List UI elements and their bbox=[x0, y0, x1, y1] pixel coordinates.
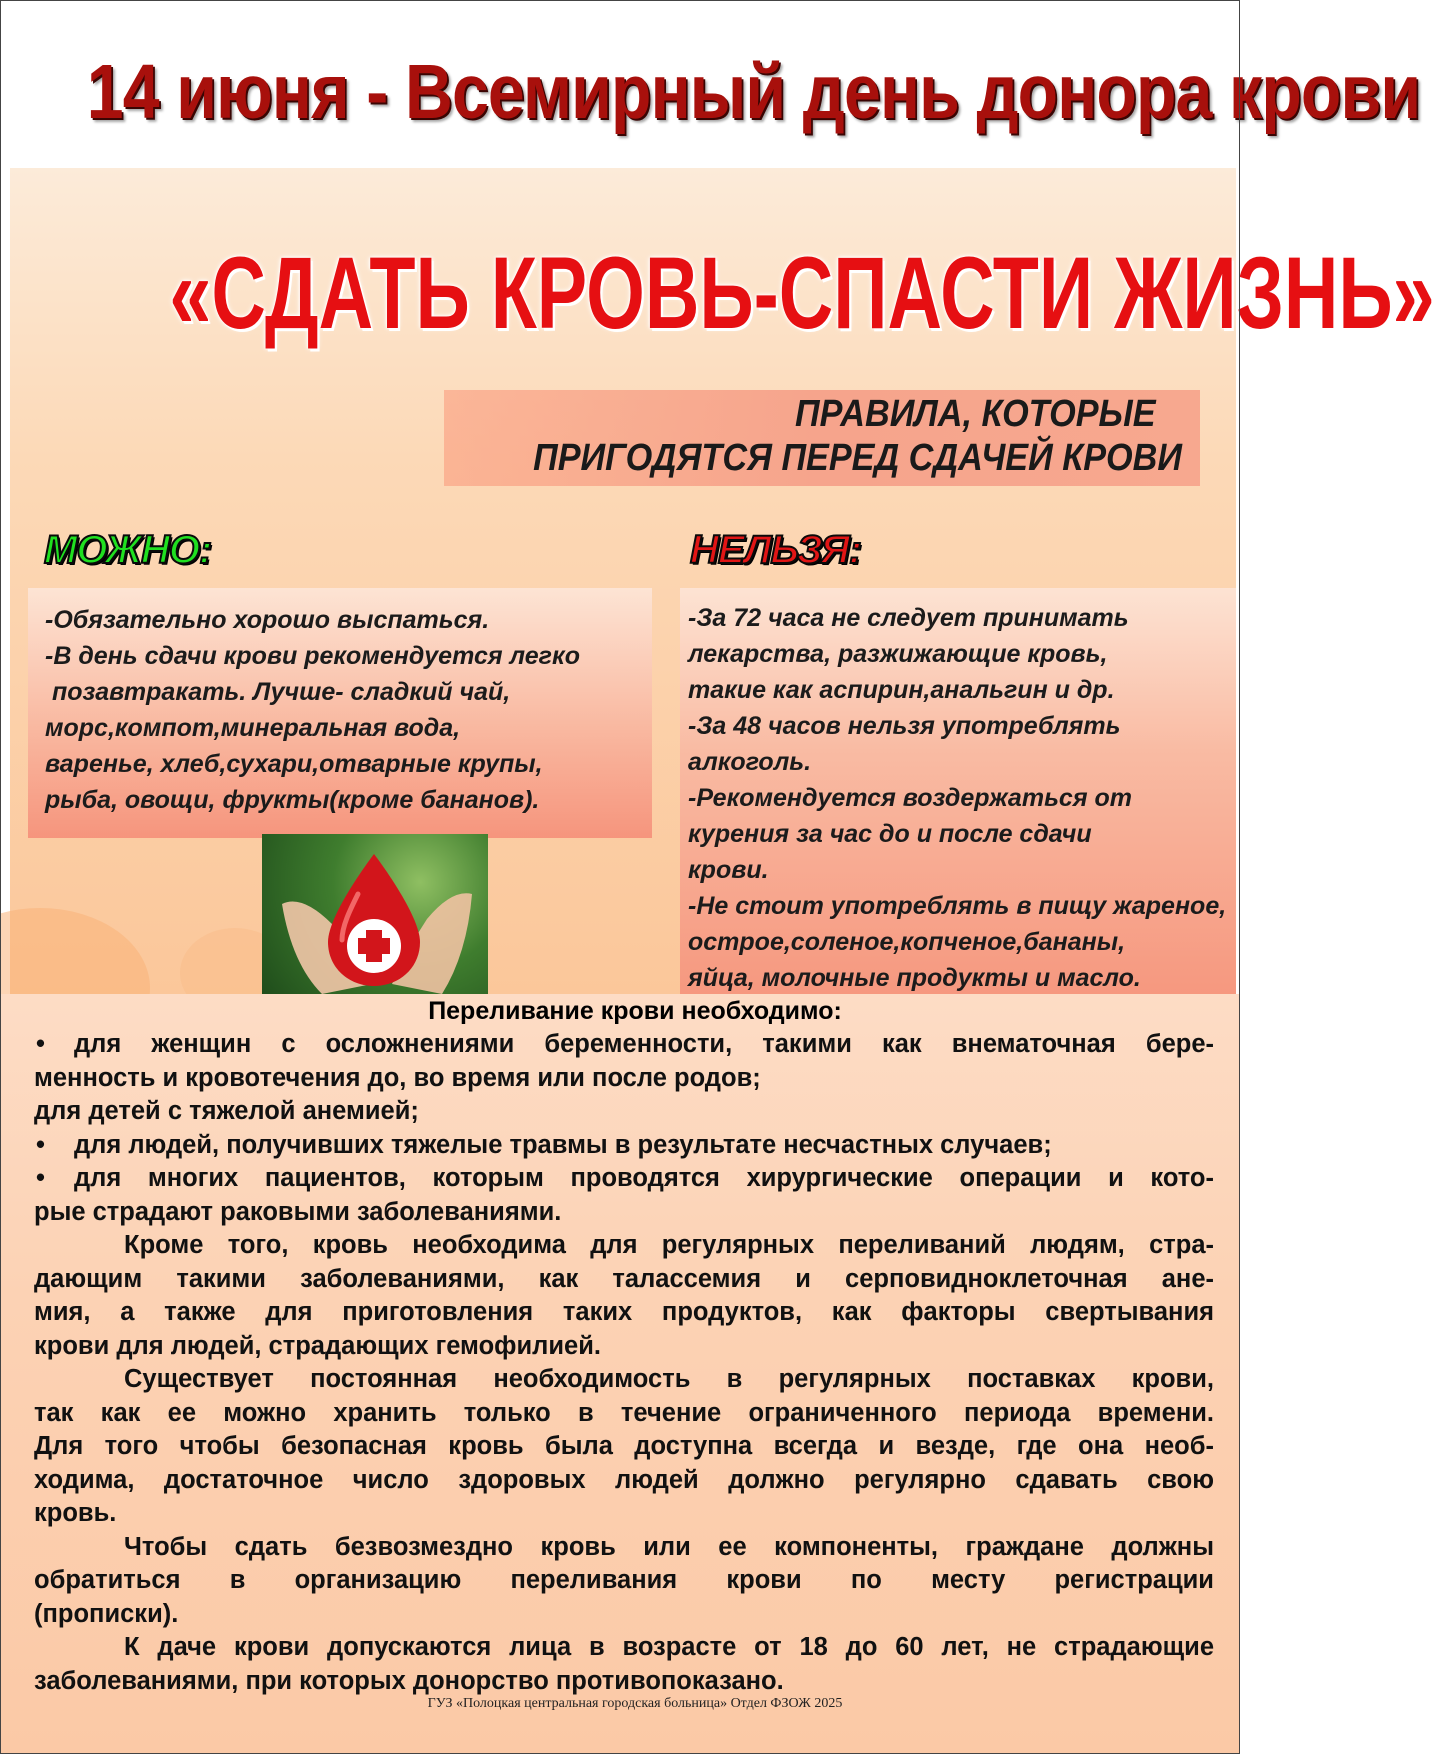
can-item: позавтракать. Лучше- сладкий чай, bbox=[45, 678, 511, 706]
cannot-item: курения за час до и после сдачи bbox=[688, 820, 1092, 848]
paragraph-line: мия, а также для приготовления таких продуктов, как факторы свертывания bbox=[34, 1298, 1214, 1326]
list-item: • для женщин с осложнениями беременности, такими как внематочная бере- bbox=[34, 1028, 1214, 1062]
can-item: варенье, хлеб,сухари,отварные крупы, bbox=[45, 750, 543, 778]
cannot-item: такие как аспирин,анальгин и др. bbox=[688, 676, 1115, 704]
rules-title-line: ПРАВИЛА, КОТОРЫЕ bbox=[795, 393, 1156, 435]
can-item: -В день сдачи крови рекомендуется легко bbox=[45, 642, 580, 670]
footer-credit: ГУЗ «Полоцкая центральная городская больница» Отдел ФЗОЖ 2025 bbox=[427, 1696, 843, 1711]
paragraph-line: Существует постоянная необходимость в регулярных поставках крови, bbox=[124, 1365, 1214, 1393]
paragraph-line: Чтобы сдать безвозмездно кровь или ее компоненты, граждане должны bbox=[124, 1532, 1214, 1561]
cannot-item: яйца, молочные продукты и масло. bbox=[688, 964, 1141, 992]
can-item: рыба, овощи, фрукты(кроме бананов). bbox=[45, 786, 540, 814]
slogan: «СДАТЬ КРОВЬ-СПАСТИ ЖИЗНЬ» bbox=[169, 236, 1435, 350]
paragraph-line: (прописки). bbox=[34, 1599, 179, 1628]
poster-panel bbox=[10, 168, 1435, 994]
page-title: 14 июня - Всемирный день донора крови bbox=[86, 49, 1421, 135]
paragraph-line: так как ее можно хранить только в течение ограниченного периода времени. bbox=[34, 1398, 1214, 1427]
bullet-icon: • bbox=[36, 1030, 45, 1058]
can-heading: МОЖНО: bbox=[44, 528, 212, 572]
paragraph-line: К даче крови допускаются лица в возрасте от 18 до 60 лет, не страдающие bbox=[124, 1633, 1214, 1661]
list-item: для детей с тяжелой анемией; bbox=[34, 1097, 419, 1125]
blood-drop-hands-image bbox=[262, 834, 488, 994]
paragraph-line: заболеваниями, при которых донорство противопоказано. bbox=[34, 1666, 784, 1695]
paragraph-line: крови для людей, страдающих гемофилией. bbox=[34, 1331, 601, 1360]
paragraph-line: обратиться в организацию переливания крови по месту регистрации bbox=[34, 1566, 1214, 1594]
bullet-icon: • bbox=[36, 1130, 45, 1159]
blood-drop-cross-icon bbox=[262, 834, 488, 994]
cannot-item: -За 72 часа не следует принимать bbox=[688, 604, 1129, 632]
cannot-item: алкоголь. bbox=[688, 748, 812, 776]
paragraph-line: Кроме того, кровь необходима для регулярных переливаний людям, стра- bbox=[124, 1231, 1214, 1259]
cannot-list bbox=[680, 588, 1236, 994]
indications-list bbox=[34, 1028, 1214, 1698]
list-item: • для многих пациентов, которым проводятся хирургические операции и кото- bbox=[34, 1162, 1214, 1196]
cannot-heading: НЕЛЬЗЯ: bbox=[690, 528, 862, 572]
paragraph-line: Для того чтобы безопасная кровь была доступна всегда и везде, где она необ- bbox=[34, 1432, 1214, 1460]
can-item: морс,компот,минеральная вода, bbox=[45, 714, 461, 742]
can-item: -Обязательно хорошо выспаться. bbox=[45, 606, 490, 634]
cannot-item: лекарства, разжижающие кровь, bbox=[688, 640, 1108, 668]
cannot-item: острое,соленое,копченое,бананы, bbox=[688, 928, 1126, 956]
cannot-item: крови. bbox=[688, 856, 769, 884]
cannot-item: -Не стоит употреблять в пищу жареное, bbox=[688, 892, 1227, 920]
paragraph-line: ходима, достаточное число здоровых людей должно регулярно сдавать свою bbox=[34, 1465, 1214, 1494]
list-item-continuation: менность и кровотечения до, во время или после родов; bbox=[34, 1063, 761, 1092]
list-item: • для людей, получивших тяжелые травмы в результате несчастных случаев; bbox=[34, 1129, 1214, 1163]
cannot-item: -Рекомендуется воздержаться от bbox=[688, 784, 1132, 812]
paragraph-line: кровь. bbox=[34, 1499, 117, 1527]
rules-banner bbox=[444, 390, 1200, 486]
bullet-icon: • bbox=[36, 1164, 45, 1192]
cannot-item: -За 48 часов нельзя употреблять bbox=[688, 712, 1121, 740]
rules-title-line: ПРИГОДЯТСЯ ПЕРЕД СДАЧЕЙ КРОВИ bbox=[533, 437, 1182, 479]
can-list bbox=[28, 588, 652, 838]
list-item-continuation: рые страдают раковыми заболеваниями. bbox=[34, 1197, 562, 1226]
paragraph-line: дающим такими заболеваниями, как талассемия и серповидноклеточная ане- bbox=[34, 1264, 1214, 1293]
info-heading: Переливание крови необходимо: bbox=[428, 997, 842, 1025]
